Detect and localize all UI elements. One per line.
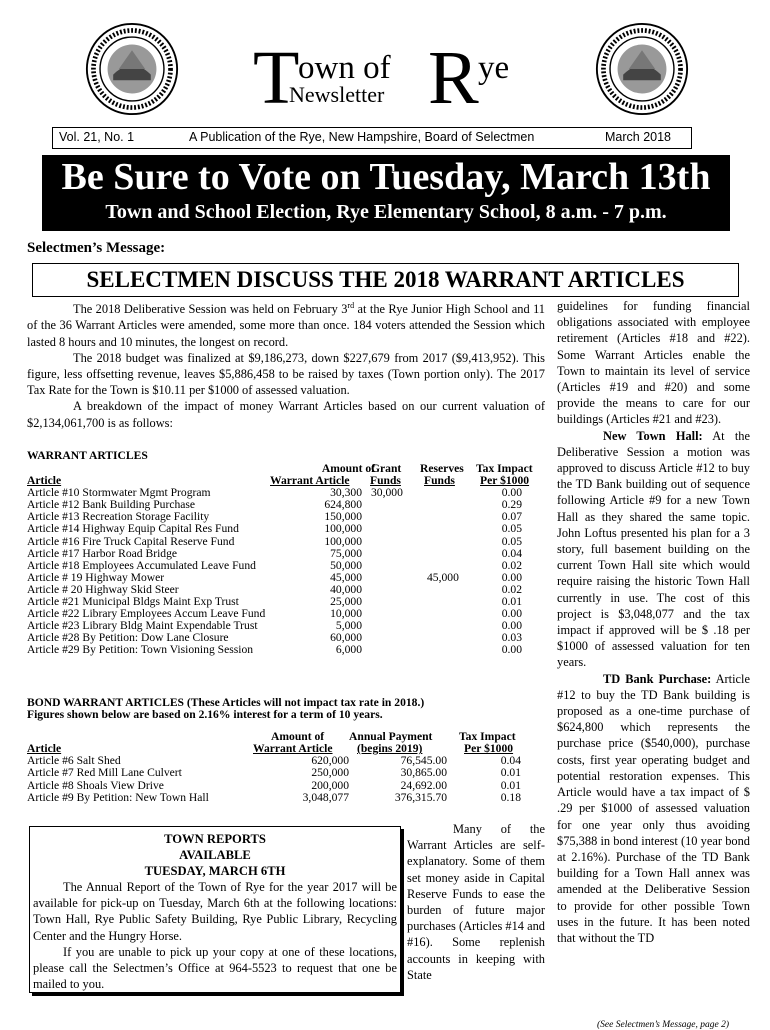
bond-annual-cell: 30,865.00 xyxy=(400,766,447,780)
bond-article-cell: Article #6 Salt Shed xyxy=(27,754,121,768)
bond-article-cell: Article #8 Shoals View Drive xyxy=(27,778,164,792)
warrant-row xyxy=(27,536,547,548)
warrant-article-cell: Article # 20 Highway Skid Steer xyxy=(27,582,179,596)
warrant-tax-cell: 0.07 xyxy=(501,510,522,524)
continued-footnote: (See Selectmen’s Message, page 2) xyxy=(597,1020,729,1030)
warrant-amount-cell: 75,000 xyxy=(330,546,362,560)
warrant-tax-cell: 0.00 xyxy=(501,643,522,657)
header-article: Article xyxy=(27,474,62,488)
warrant-amount-cell: 30,300 xyxy=(330,486,362,500)
masthead-ye: ye xyxy=(478,50,510,86)
bond-header-amount-2: Warrant Article xyxy=(253,742,333,756)
article-headline: SELECTMEN DISCUSS THE 2018 WARRANT ARTICLES xyxy=(86,267,685,292)
issue-info-bar xyxy=(52,127,692,149)
warrant-amount-cell: 6,000 xyxy=(335,643,362,657)
warrant-tax-cell: 0.02 xyxy=(501,582,522,596)
warrant-tax-cell: 0.00 xyxy=(501,619,522,633)
warrant-article-cell: Article #21 Municipal Bldgs Maint Exp Trust xyxy=(27,595,239,609)
warrant-tax-cell: 0.00 xyxy=(501,607,522,621)
warrant-article-cell: Article #12 Bank Building Purchase xyxy=(27,498,196,512)
warrant-article-cell: Article #17 Harbor Road Bridge xyxy=(27,546,178,560)
header-amount-1: Amount of xyxy=(321,462,375,475)
intro-paragraph-1: The 2018 Deliberative Session was held on February 3rd at the Rye Junior High School and 11 of the 36 Warrant Articles were amended, some more than once. 184 voters attended the Session which lasted 8 hours and 10 minutes, the longest on record. xyxy=(27,301,545,349)
bond-article-cell: Article #9 By Petition: New Town Hall xyxy=(27,790,209,804)
new-town-hall-paragraph xyxy=(557,428,750,671)
warrant-article-cell: Article #18 Employees Accumulated Leave Fund xyxy=(27,558,256,572)
warrant-tax-cell: 0.29 xyxy=(501,498,522,512)
warrant-articles-table xyxy=(27,450,547,657)
warrant-article-cell: Article # 19 Highway Mower xyxy=(27,570,165,584)
warrant-article-cell: Article #13 Recreation Storage Facility xyxy=(27,510,210,524)
warrant-amount-cell: 60,000 xyxy=(330,631,362,645)
bond-row xyxy=(27,767,547,779)
volume-number: Vol. 21, No. 1 xyxy=(59,130,135,144)
publication-line: A Publication of the Rye, New Hampshire, Board of Selectmen xyxy=(189,130,535,144)
warrant-tax-cell: 0.04 xyxy=(501,546,522,560)
header-tax-1: Tax Impact xyxy=(476,462,533,475)
town-reports-box xyxy=(29,826,401,993)
warrant-tax-cell: 0.00 xyxy=(501,486,522,500)
town-reports-paragraph-1: The Annual Report of the Town of Rye for the year 2017 will be available for pick-up on Tuesday, March 6th at the following locations: Town Hall, Rye Public Safety Building, Rye Public Library, Recycling Center and the Hungry Horse. xyxy=(33,880,397,943)
bond-header-article: Article xyxy=(27,742,62,756)
new-town-hall-text: At the Deliberative Session a motion was approved to discuss Article #12 to buy the TD Bank building out of sequence following Article #9 for a new Town Hall as they shared the same topic. John Loftus presented his plan for a 3 story, full basement building on the current Town Hall site which would require raising the historic Town Hall currently in use. The cost of this project is $3,048,077 and the tax impact if approved will be $ .18 per $1000 of assessed valuation for ten years. xyxy=(557,428,751,670)
vote-banner xyxy=(42,155,730,231)
warrant-article-cell: Article #29 By Petition: Town Visioning Session xyxy=(27,643,254,657)
header-tax-2: Per $1000 xyxy=(480,474,530,488)
warrant-amount-cell: 100,000 xyxy=(324,522,362,536)
intro-paragraph-2: The 2018 budget was finalized at $9,186,273, down $227,679 from 2017 ($9,413,952). This figure, less offsetting revenue, leaves $5,886,458 to be raised by taxes (Town portion only). The 2017 Tax Rate for the Town is $10.11 per $1000 of assessed valuation. xyxy=(27,350,545,398)
masthead-newsletter: Newsletter xyxy=(289,82,385,107)
bond-title: BOND WARRANT ARTICLES (These Articles will not impact tax rate in 2018.) xyxy=(27,696,425,709)
town-reports-title-2: AVAILABLE xyxy=(179,848,251,862)
warrant-amount-cell: 624,800 xyxy=(324,498,362,512)
intro-paragraphs xyxy=(27,298,545,431)
warrant-grant-cell: 30,000 xyxy=(371,486,403,500)
warrant-amount-cell: 10,000 xyxy=(330,607,362,621)
masthead-big-r: R xyxy=(428,36,479,120)
bond-tax-cell: 0.01 xyxy=(500,778,521,792)
masthead-own-of: own of xyxy=(298,50,391,86)
selectmen-message-label: Selectmen’s Message: xyxy=(27,240,166,256)
header-grant-2: Funds xyxy=(370,474,401,488)
bond-tax-cell: 0.18 xyxy=(500,790,521,804)
header-grant-1: Grant xyxy=(371,462,402,475)
bond-header-tax-1: Tax Impact xyxy=(459,730,516,744)
warrant-tax-cell: 0.00 xyxy=(501,570,522,584)
warrant-rows xyxy=(27,487,547,656)
bond-tax-cell: 0.04 xyxy=(500,754,521,768)
warrant-tax-cell: 0.05 xyxy=(501,534,522,548)
warrant-article-cell: Article #23 Library Bldg Maint Expendable Trust xyxy=(27,619,258,633)
warrant-reserves-cell: 45,000 xyxy=(427,570,459,584)
bond-header-annual-1: Annual Payment xyxy=(349,730,433,744)
right-column-paragraph-1: guidelines for funding financial obligations associated with employee retirement (Articles #18 and #22). Some Warrant Articles enable the Town to maintain its level of service (Articles #19 and #20) and some provide the means to care for our buildings (Articles #21 and #23). xyxy=(557,299,750,427)
mid-column-paragraph: Many of the Warrant Articles are self-explanatory. Some of them set money aside in Capital Reserve Funds to ease the burden of future major purchases (Articles #14 and #16). Some replenish accounts in keeping with State xyxy=(407,822,545,982)
warrant-amount-cell: 150,000 xyxy=(324,510,362,524)
td-bank-text: Article #12 to buy the TD Bank building is proposed as a one-time purchase of $624,800 which represents the purchase price ($540,000), purchase costs, first year operating budget and potential restoration expenses. This Article would have a tax impact of $ .29 per $1000 of assessed valuation for one year only thus avoiding $75,388 in bond interest (10 year bond at 2.16%). Purchase of the TD Bank building for a Town Hall annex was amended at the Deliberative Session to provide for other possible Town uses in the future. It has been noted that without the TD xyxy=(557,671,750,945)
bond-articles-table xyxy=(27,697,547,804)
td-bank-paragraph xyxy=(557,671,750,946)
bond-annual-cell: 76,545.00 xyxy=(400,754,447,768)
warrant-row xyxy=(27,548,547,560)
bond-rows xyxy=(27,755,547,803)
town-reports-title-1: TOWN REPORTS xyxy=(164,832,266,846)
warrant-tax-cell: 0.01 xyxy=(501,595,522,609)
bond-amount-cell: 250,000 xyxy=(311,766,349,780)
intro-paragraph-3: A breakdown of the impact of money Warrant Articles based on our current valuation of $2,134,061,700 is as follows: xyxy=(27,399,545,430)
bond-amount-cell: 200,000 xyxy=(311,778,349,792)
warrant-article-cell: Article #10 Stormwater Mgmt Program xyxy=(27,486,211,500)
header-reserves-2: Funds xyxy=(424,474,455,488)
warrant-amount-cell: 45,000 xyxy=(330,570,362,584)
bond-article-cell: Article #7 Red Mill Lane Culvert xyxy=(27,766,182,780)
bond-row xyxy=(27,792,547,804)
masthead-big-t: T xyxy=(253,36,300,120)
town-seal-right xyxy=(595,22,689,116)
bond-row xyxy=(27,780,547,792)
warrant-amount-cell: 50,000 xyxy=(330,558,362,572)
warrant-amount-cell: 40,000 xyxy=(330,582,362,596)
bond-header-amount-1: Amount of xyxy=(271,730,325,744)
bond-amount-cell: 3,048,077 xyxy=(302,790,349,804)
warrant-section-title: WARRANT ARTICLES xyxy=(27,449,148,462)
warrant-amount-cell: 100,000 xyxy=(324,534,362,548)
town-reports-title-3: TUESDAY, MARCH 6TH xyxy=(144,864,286,878)
mid-column-text xyxy=(407,821,545,983)
warrant-article-cell: Article #14 Highway Equip Capital Res Fund xyxy=(27,522,239,536)
banner-subhead: Town and School Election, Rye Elementary School, 8 a.m. - 7 p.m. xyxy=(105,201,667,223)
bond-amount-cell: 620,000 xyxy=(311,754,349,768)
article-headline-box xyxy=(32,263,739,297)
town-reports-body xyxy=(33,879,397,992)
warrant-amount-cell: 5,000 xyxy=(335,619,362,633)
warrant-tax-cell: 0.03 xyxy=(501,631,522,645)
warrant-row xyxy=(27,644,547,656)
header-reserves-1: Reserves xyxy=(420,462,464,475)
warrant-article-cell: Article #28 By Petition: Dow Lane Closure xyxy=(27,631,229,645)
warrant-article-cell: Article #16 Fire Truck Capital Reserve Fund xyxy=(27,534,235,548)
new-town-hall-label: New Town Hall: xyxy=(603,428,703,443)
right-column xyxy=(557,298,750,946)
banner-headline: Be Sure to Vote on Tuesday, March 13th xyxy=(61,156,711,198)
town-seal-left xyxy=(85,22,179,116)
town-reports-paragraph-2: If you are unable to pick up your copy at one of these locations, please call the Selectmen’s Office at 964-5523 to request that one be mailed to you. xyxy=(33,944,397,992)
warrant-tax-cell: 0.05 xyxy=(501,522,522,536)
issue-date: March 2018 xyxy=(605,130,672,144)
warrant-tax-cell: 0.02 xyxy=(501,558,522,572)
warrant-row xyxy=(27,523,547,535)
td-bank-label: TD Bank Purchase: xyxy=(603,671,712,686)
bond-annual-cell: 24,692.00 xyxy=(400,778,447,792)
warrant-article-cell: Article #22 Library Employees Accum Leave Fund xyxy=(27,607,266,621)
bond-annual-cell: 376,315.70 xyxy=(394,790,447,804)
bond-tax-cell: 0.01 xyxy=(500,766,521,780)
warrant-amount-cell: 25,000 xyxy=(330,595,362,609)
bond-header-tax-2: Per $1000 xyxy=(464,742,514,756)
bond-header-annual-2: (begins 2019) xyxy=(357,742,423,756)
bond-subtitle: Figures shown below are based on 2.16% interest for a term of 10 years. xyxy=(27,708,383,722)
header-amount-2: Warrant Article xyxy=(270,474,350,488)
